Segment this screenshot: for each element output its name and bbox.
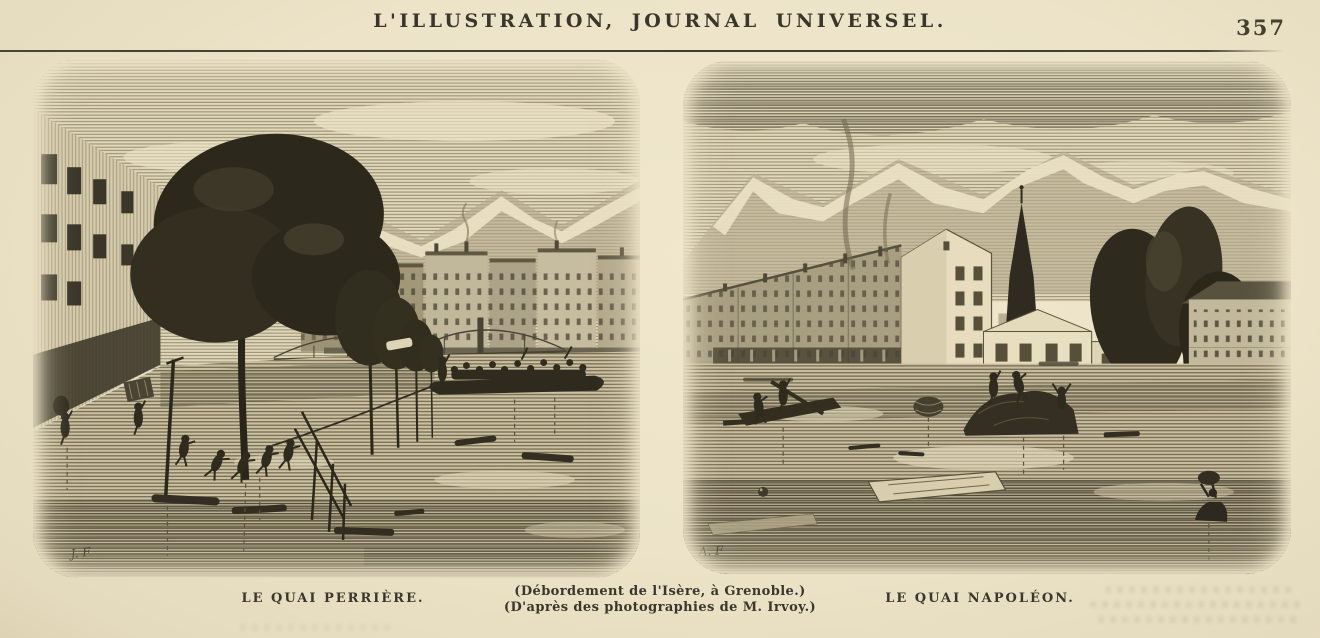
- flood-water: [683, 364, 1291, 574]
- verso-ghost-text: [1105, 586, 1295, 593]
- caption-quai-napoleon: LE QUAI NAPOLÉON.: [885, 591, 1075, 606]
- floating-barrel: [913, 397, 943, 417]
- header-rule: [0, 50, 1284, 52]
- journal-title: L'ILLUSTRATION, JOURNAL UNIVERSEL.: [373, 10, 947, 32]
- engraver-signature: J. F: [69, 544, 92, 561]
- flooded-arcade: [713, 348, 901, 364]
- sack: [53, 396, 69, 416]
- page-number: 357: [1236, 15, 1286, 40]
- bundle: [1198, 471, 1220, 485]
- engraver-signature: A. F: [698, 543, 724, 559]
- verso-ghost-text: [240, 624, 390, 631]
- engraving-quai-napoleon: [683, 61, 1291, 574]
- gabled-house: [901, 229, 991, 373]
- floating-ball: [758, 487, 768, 497]
- quai-perriere-scene: [33, 59, 640, 578]
- caption-center-line2: (D'après des photographies de M. Irvoy.): [503, 600, 817, 615]
- caption-center-line1: (Débordement de l'Isère, à Grenoble.): [514, 584, 806, 599]
- caption-quai-perriere: LE QUAI PERRIÈRE.: [241, 591, 425, 606]
- quai-napoleon-scene: [683, 61, 1291, 574]
- caption-center: [500, 584, 820, 616]
- masthead: [0, 10, 1320, 32]
- verso-ghost-text: [1098, 616, 1298, 623]
- engraving-quai-perriere: [33, 59, 640, 578]
